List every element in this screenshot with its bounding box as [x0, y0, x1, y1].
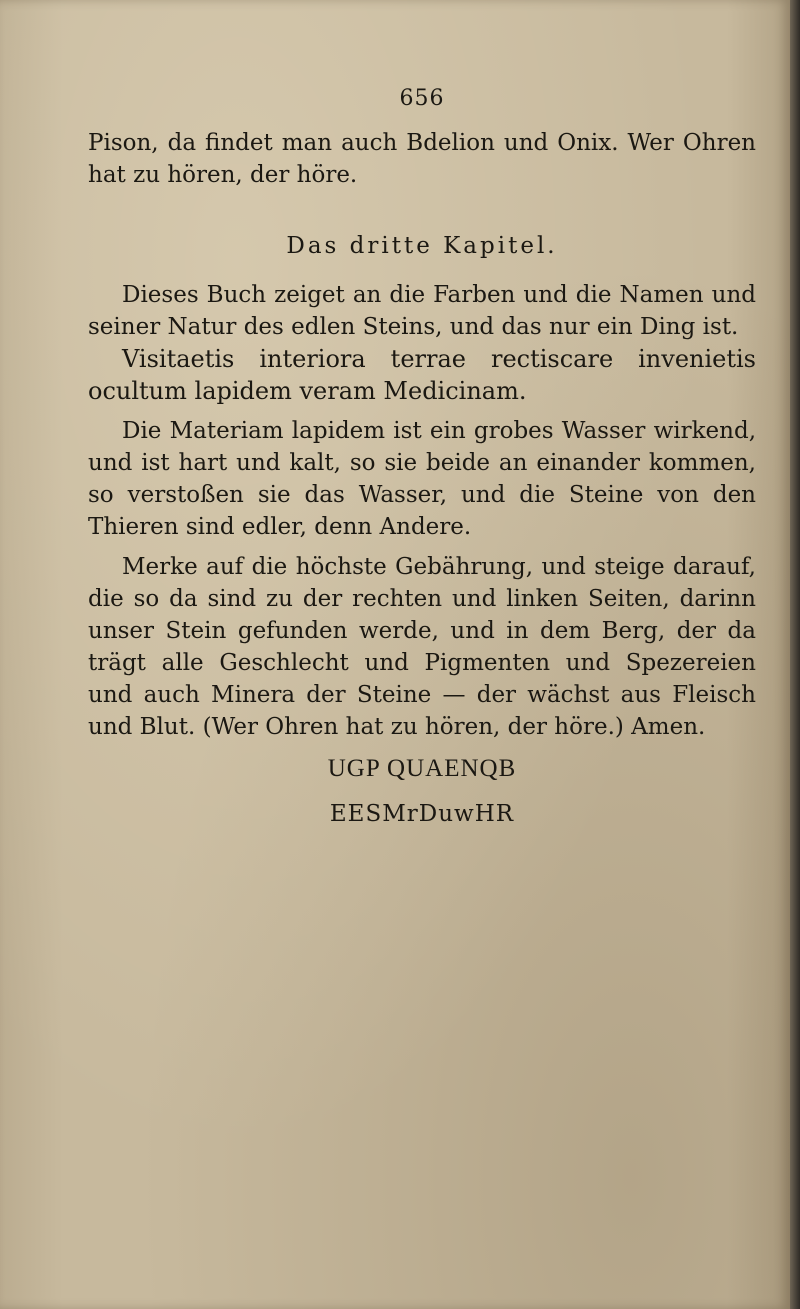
paragraph-1: Dieses Buch zeiget an die Farben und die Namen und seiner Natur des edlen Steins, und das nur ein Ding ist.	[88, 282, 756, 340]
page-text	[88, 86, 756, 827]
cipher-line-1: UGP QUAENQB	[327, 755, 517, 782]
page-number: 656	[399, 86, 445, 111]
chapter-heading: Das dritte Kapitel.	[286, 233, 558, 259]
paragraph-3: Merke auf die höchste Gebährung, und steige darauf, die so da sind zu der rechten und linken Seiten, darinn unser Stein gefunden werde, und in dem Berg, der da trägt alle Geschlecht und Pigmenten und Spezereien und auch Minera der Steine — der wächst aus Fleisch und Blut. (Wer Ohren hat zu hören, der höre.) Amen.	[88, 554, 756, 740]
cipher-line-2: EESMrDuwHR	[329, 801, 515, 827]
page-edge-shadow	[790, 0, 800, 1309]
paragraph-2: Die Materiam lapidem ist ein grobes Wasser wirkend, und ist hart und kalt, so sie beide an einander kommen, so verstoßen sie das Wasser, und die Steine von den Thieren sind edler, denn Andere.	[88, 418, 756, 540]
intro-paragraph: Pison, da findet man auch Bdelion und Onix. Wer Ohren hat zu hören, der höre.	[88, 130, 756, 188]
latin-paragraph: Visitaetis interiora terrae rectiscare invenietis ocultum lapidem veram Medicinam.	[88, 345, 756, 405]
